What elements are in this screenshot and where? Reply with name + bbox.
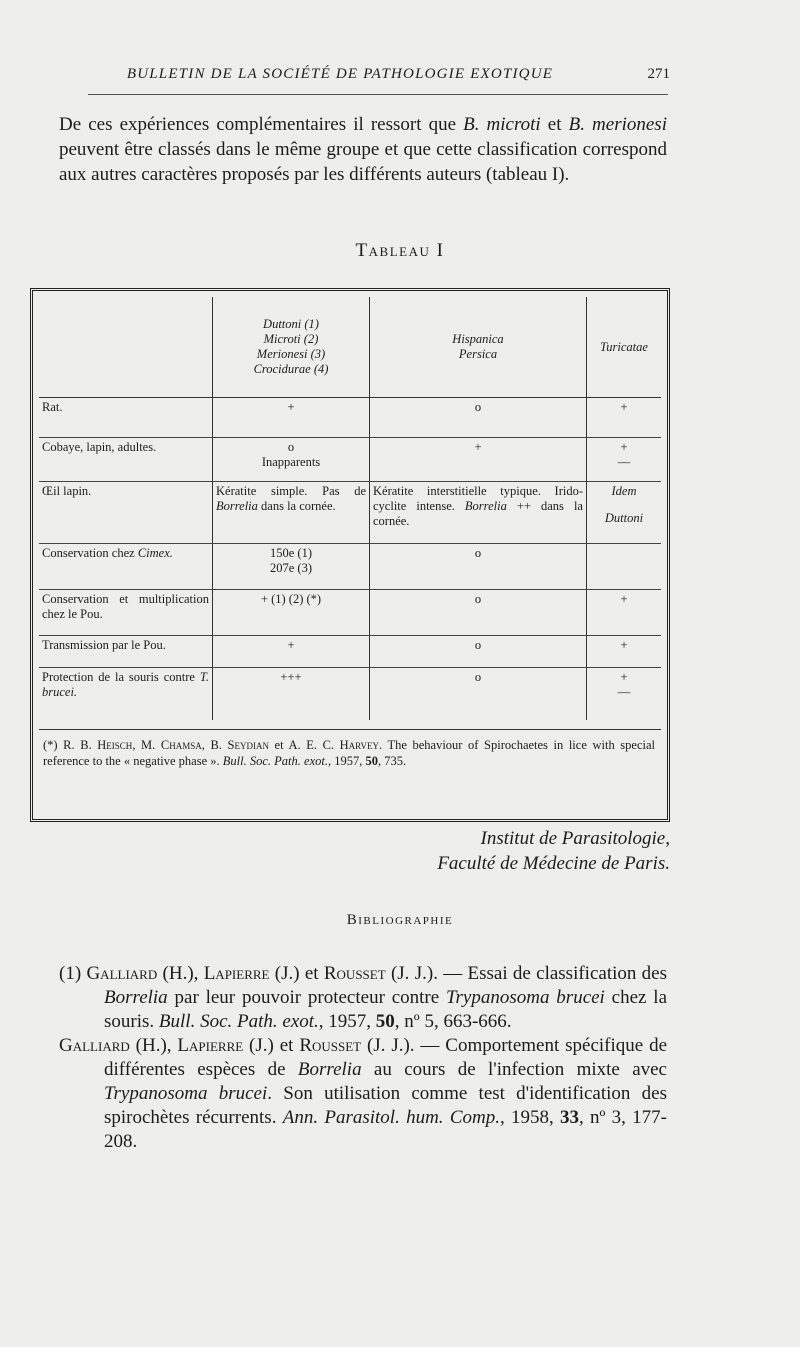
table-row	[39, 398, 661, 438]
ref-volume: 50	[375, 1011, 395, 1032]
cell-turicatae: +	[587, 636, 662, 668]
ref-text: , 1958,	[499, 1107, 560, 1128]
fn-author: Heisch	[97, 738, 133, 752]
cell-value-note: —	[617, 455, 631, 469]
ref-text: . Son utilisation comme test d'identification des spirochètes récurrents.	[104, 1083, 667, 1128]
cell-turicatae	[587, 668, 662, 720]
table-footnote	[43, 737, 655, 769]
cell-value: o	[287, 440, 295, 454]
row-label	[39, 668, 213, 720]
row-label: Cobaye, lapin, adultes.	[39, 438, 213, 482]
cell-duttoni	[213, 438, 370, 482]
header-turicatae: Turicatae	[600, 339, 648, 354]
row-label-text: Conservation chez	[42, 546, 138, 560]
row-label: Transmission par le Pou.	[39, 636, 213, 668]
cell-text: dans la cornée.	[257, 499, 336, 513]
ref-text: (J.) et	[243, 1035, 300, 1056]
cell-genus: Borrelia	[216, 499, 258, 513]
cell-text: Kératite interstitielle typique. Irido-cyclite intense.	[373, 484, 583, 513]
fn-author: Seydian	[227, 738, 269, 752]
fn-text: (*) R. B.	[43, 738, 98, 752]
cell-hispanica: o	[370, 590, 587, 636]
fn-text: , 1957,	[327, 754, 366, 768]
fn-text: et A. E. C.	[268, 738, 340, 752]
row-label	[39, 544, 213, 590]
ref-text: (H.),	[129, 1035, 178, 1056]
ref-author: Lapierre	[203, 963, 270, 984]
ref-author: Galliard	[59, 1035, 130, 1056]
fn-journal: Bull. Soc. Path. exot.	[222, 754, 328, 768]
fn-text: , B.	[201, 738, 228, 752]
ref-journal: Ann. Parasitol. hum. Comp.	[282, 1107, 500, 1128]
cell-hispanica: o	[370, 636, 587, 668]
affiliation-line-2: Faculté de Médecine de Paris.	[437, 853, 670, 874]
footnote-separator	[39, 729, 661, 730]
row-label-genus: Cimex.	[137, 546, 173, 560]
fn-author: Chamsa	[160, 738, 202, 752]
ref-text: au cours de l'infection mixte avec	[361, 1059, 667, 1080]
table-header-row	[39, 297, 661, 398]
ref-text: , nº 5, 663-666.	[394, 1011, 512, 1032]
row-label: Conservation et multiplication chez le Pou.	[39, 590, 213, 636]
header-hispanica: Hispanica	[452, 332, 504, 346]
table-row	[39, 668, 661, 720]
cell-duttoni	[213, 544, 370, 590]
row-label-text: Protection de la souris contre	[42, 670, 200, 684]
cell-value: +	[620, 670, 628, 684]
ref-author: Rousset	[323, 963, 386, 984]
reference-item	[59, 962, 667, 1034]
header-empty-cell	[39, 297, 213, 398]
table-title: Tableau I	[355, 240, 445, 261]
cell-genus: Borrelia	[464, 499, 507, 513]
table-row	[39, 590, 661, 636]
cell-hispanica: o	[370, 398, 587, 438]
table-row	[39, 482, 661, 544]
header-duttoni: Duttoni (1)	[263, 317, 319, 331]
cell-turicatae	[587, 438, 662, 482]
ref-text: (J. J.). — Comportement spécifique de différentes espèces de	[104, 1035, 668, 1080]
ref-author: Rousset	[299, 1035, 362, 1056]
fn-author: Harvey	[339, 738, 379, 752]
cell-hispanica: o	[370, 668, 587, 720]
header-col-hispanica	[370, 297, 587, 398]
data-table	[39, 297, 661, 720]
table-row	[39, 438, 661, 482]
table-frame	[30, 288, 670, 822]
page-number: 271	[647, 66, 670, 82]
cell-duttoni: +	[213, 636, 370, 668]
cell-text: Kératite simple. Pas de	[216, 484, 366, 498]
fn-text: , M.	[132, 738, 161, 752]
affiliation	[380, 826, 670, 876]
cell-value-note: Inapparents	[261, 455, 321, 469]
ref-species: Trypanosoma brucei	[104, 1083, 268, 1104]
cell-duttoni: + (1) (2) (*)	[213, 590, 370, 636]
fn-text: , 735.	[377, 754, 407, 768]
bibliography-title: Bibliographie	[346, 912, 454, 928]
cell-turicatae	[587, 544, 662, 590]
ref-text: chez la souris.	[104, 987, 668, 1032]
row-label: Rat.	[39, 398, 213, 438]
cell-hispanica: +	[370, 438, 587, 482]
running-title: BULLETIN DE LA SOCIÉTÉ DE PATHOLOGIE EXOTIQUE	[126, 66, 554, 82]
ref-text: (J.) et	[269, 963, 324, 984]
header-col-turicatae	[587, 297, 662, 398]
cell-value: 150e (1)	[270, 546, 312, 560]
cell-hispanica	[370, 482, 587, 544]
ref-text: , 1957,	[318, 1011, 376, 1032]
row-label: Œil lapin.	[39, 482, 213, 544]
header-microti: Microti (2)	[263, 332, 319, 346]
cell-value-note: 207e (3)	[270, 561, 312, 575]
cell-spacer	[590, 499, 658, 511]
fn-text: . The behaviour of Spirochaetes in lice with special reference to the « negative phase ».	[43, 738, 655, 768]
running-header	[90, 66, 670, 90]
ref-text: par leur pouvoir protecteur contre	[167, 987, 447, 1008]
cell-duttoni: +	[213, 398, 370, 438]
cell-text: ++ dans la cornée.	[373, 499, 583, 528]
cell-turicatae: +	[587, 398, 662, 438]
affiliation-line-1: Institut de Parasitologie,	[480, 828, 670, 849]
intro-text-1: De ces expériences complémentaires il ressort que	[59, 114, 464, 135]
cell-duttoni: +++	[213, 668, 370, 720]
cell-hispanica: o	[370, 544, 587, 590]
ref-text: (J. J.). — Essai de classification des	[385, 963, 667, 984]
header-col-duttoni	[213, 297, 370, 398]
species-merionesi: B. merionesi	[568, 114, 667, 135]
ref-author: Lapierre	[177, 1035, 244, 1056]
fn-volume: 50	[365, 754, 378, 768]
row-label-species: T. brucei.	[42, 670, 209, 699]
ref-genus: Borrelia	[297, 1059, 362, 1080]
table-row	[39, 636, 661, 668]
cell-value: +	[620, 440, 628, 454]
ref-number: (1)	[59, 963, 87, 984]
cell-turicatae: +	[587, 590, 662, 636]
species-microti: B. microti	[463, 114, 541, 135]
ref-species: Trypanosoma brucei	[446, 987, 605, 1008]
header-persica: Persica	[458, 347, 498, 361]
table-row	[39, 544, 661, 590]
ref-text: (H.),	[157, 963, 204, 984]
ref-text: , nº 3, 177-208.	[104, 1107, 668, 1152]
ref-genus: Borrelia	[104, 987, 168, 1008]
cell-turicatae	[587, 482, 662, 544]
intro-text-3: peuvent être classés dans le même groupe et que cette classification correspond aux autres caractères proposés par les différents auteurs (tableau I).	[59, 139, 667, 185]
header-crocidurae: Crocidurae (4)	[253, 362, 329, 376]
reference-item	[59, 1034, 667, 1154]
ref-volume: 33	[560, 1107, 579, 1128]
intro-text-2: et	[540, 114, 569, 135]
header-merionesi: Merionesi (3)	[256, 347, 326, 361]
cell-value: Idem	[611, 484, 637, 498]
ref-journal: Bull. Soc. Path. exot.	[158, 1011, 319, 1032]
reference-list	[59, 962, 667, 1154]
cell-value-note: Duttoni	[604, 511, 644, 525]
cell-duttoni	[213, 482, 370, 544]
intro-paragraph	[59, 112, 667, 187]
ref-author: Galliard	[86, 963, 158, 984]
header-rule	[88, 94, 668, 95]
cell-value-note: —	[617, 685, 631, 699]
